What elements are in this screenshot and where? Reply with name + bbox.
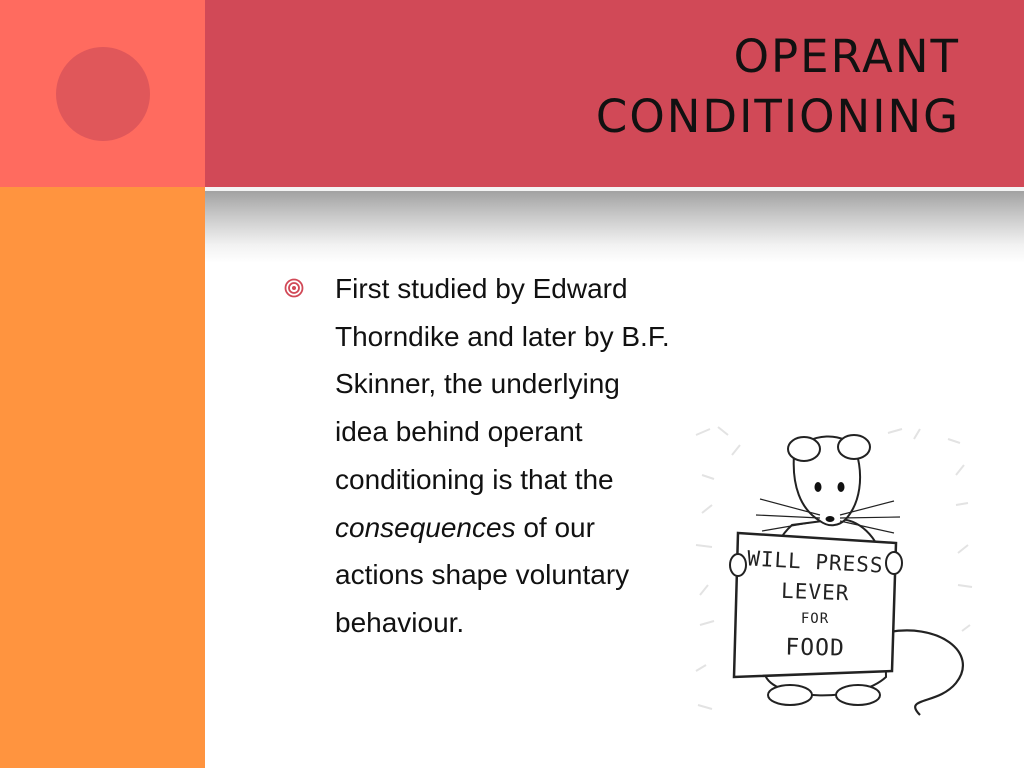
sign-line-3: FOR: [800, 611, 830, 627]
target-bullet-icon: [284, 278, 304, 298]
sign-line-4: FOOD: [785, 634, 846, 662]
bullet-text-part-2: of our actions shape voluntary behaviour.: [335, 511, 630, 638]
corner-block: [0, 0, 205, 187]
title-shadow: [205, 191, 1024, 263]
sign-line-2: LEVER: [780, 578, 850, 606]
bullet-text: [335, 265, 675, 647]
sign-line-1: WILL PRESS: [746, 546, 885, 578]
rat-cartoon-illustration: [688, 415, 980, 745]
title-line-1: OPERANT: [733, 30, 960, 83]
title-line-2: CONDITIONING: [595, 90, 960, 143]
bullet-text-part-1: First studied by Edward Thorndike and later by B.F. Skinner, the underlying idea behind operant conditioning is that the: [335, 273, 670, 495]
decorative-circle: [56, 47, 150, 141]
slide-title: [596, 27, 960, 147]
left-accent-bar: [0, 187, 205, 768]
bullet-text-emphasis: consequences: [335, 511, 516, 543]
